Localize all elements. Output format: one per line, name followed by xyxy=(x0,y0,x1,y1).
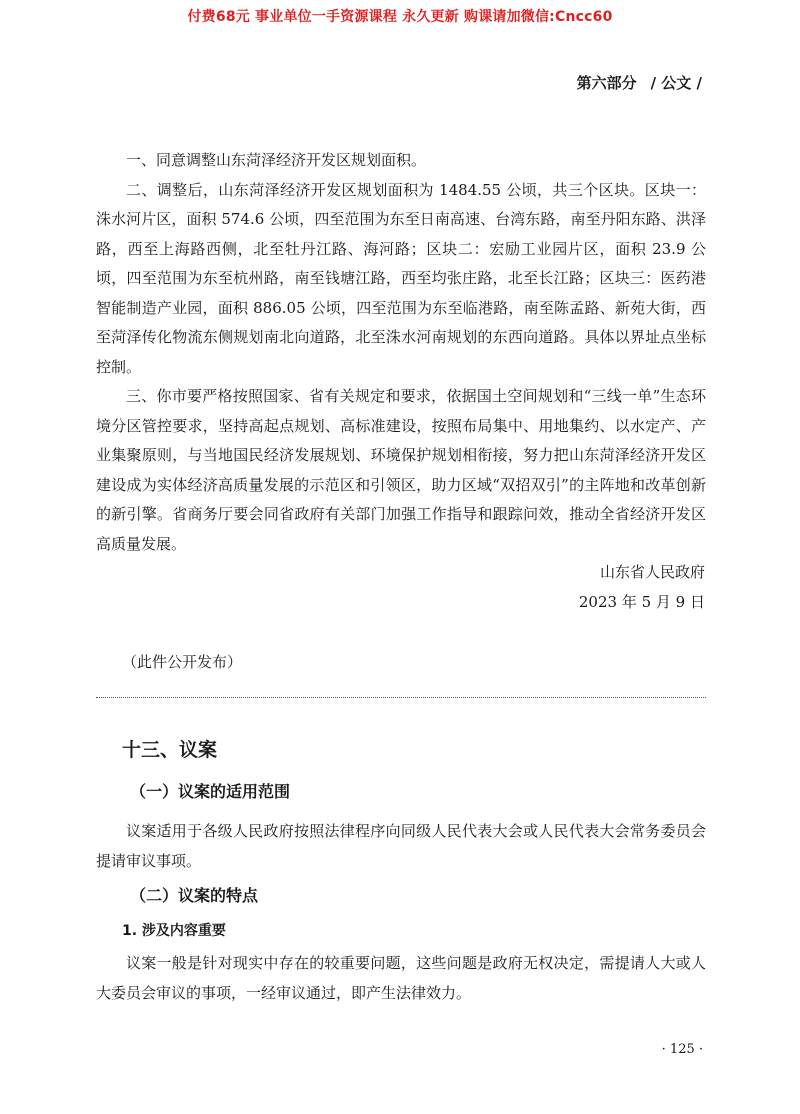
subsection-1-paragraph: 议案适用于各级人民政府按照法律程序向同级人民代表大会或人民代表大会常务委员会提请审议事项。 xyxy=(96,822,706,870)
header-part: 第六部分 xyxy=(576,74,637,92)
signature: 山东省人民政府 xyxy=(599,563,705,581)
promo-banner: 付费68元 事业单位一手资源课程 永久更新 购课请加微信:Cncc60 xyxy=(187,9,613,25)
paragraph-3: 三、你市要严格按照国家、省有关规定和要求，依据国土空间规划和“三线一单”生态环境分区管控要求，坚持高起点规划、高标准建设，按照布局集中、用地集约、以水定产、产业集聚原则，与当地国民经济发展规划、环境保护规划相衔接，努力把山东菏泽经济开发区建设成为实体经济高质量发展的示范区和引领区，助力区域“双招双引”的主阵地和改革创新的新引擎。省商务厅要会同省政府有关部门加强工作指导和跟踪问效，推动全省经济开发区高质量发展。 xyxy=(96,387,706,553)
header-category: / 公文 / xyxy=(650,74,702,92)
subsection-2-title: （二）议案的特点 xyxy=(130,886,259,905)
paragraph-2: 二、调整后，山东菏泽经济开发区规划面积为 1484.55 公顷，共三个区块。区块一：洙水河片区，面积 574.6 公顷，四至范围为东至日南高速、台湾东路，南至丹阳东路、洪泽路，西至上海路西侧，北至牡丹江路、海河路；区块二：宏励工业园片区，面积 23.9 公顷，四至范围为东至杭州路，南至钱塘江路，西至均张庄路，北至长江路；区块三：医药港智能制造产业园，面积 886.05 公顷，四至范围为东至临港路，南至陈孟路、新苑大街，西至菏泽传化物流东侧规划南北向道路，北至洙水河南规划的东西向道路。具体以界址点坐标控制。 xyxy=(96,180,706,376)
item-1-title: 1. 涉及内容重要 xyxy=(122,923,226,939)
publication-note: （此件公开发布） xyxy=(122,653,243,671)
document-body xyxy=(96,146,706,559)
page-header xyxy=(577,72,702,93)
dotted-divider xyxy=(96,697,706,698)
document-date: 2023 年 5 月 9 日 xyxy=(578,593,705,611)
page-number: · 125 · xyxy=(661,1042,703,1057)
item-1-text xyxy=(96,949,706,1008)
subsection-1-title: （一）议案的适用范围 xyxy=(130,782,291,801)
item-1-paragraph: 议案一般是针对现实中存在的较重要问题，这些问题是政府无权决定，需提请人大或人大委员会审议的事项，一经审议通过，即产生法律效力。 xyxy=(96,954,706,1002)
subsection-1-text xyxy=(96,817,706,876)
section-title: 十三、议案 xyxy=(122,739,218,761)
paragraph-1: 一、同意调整山东菏泽经济开发区规划面积。 xyxy=(126,151,427,169)
